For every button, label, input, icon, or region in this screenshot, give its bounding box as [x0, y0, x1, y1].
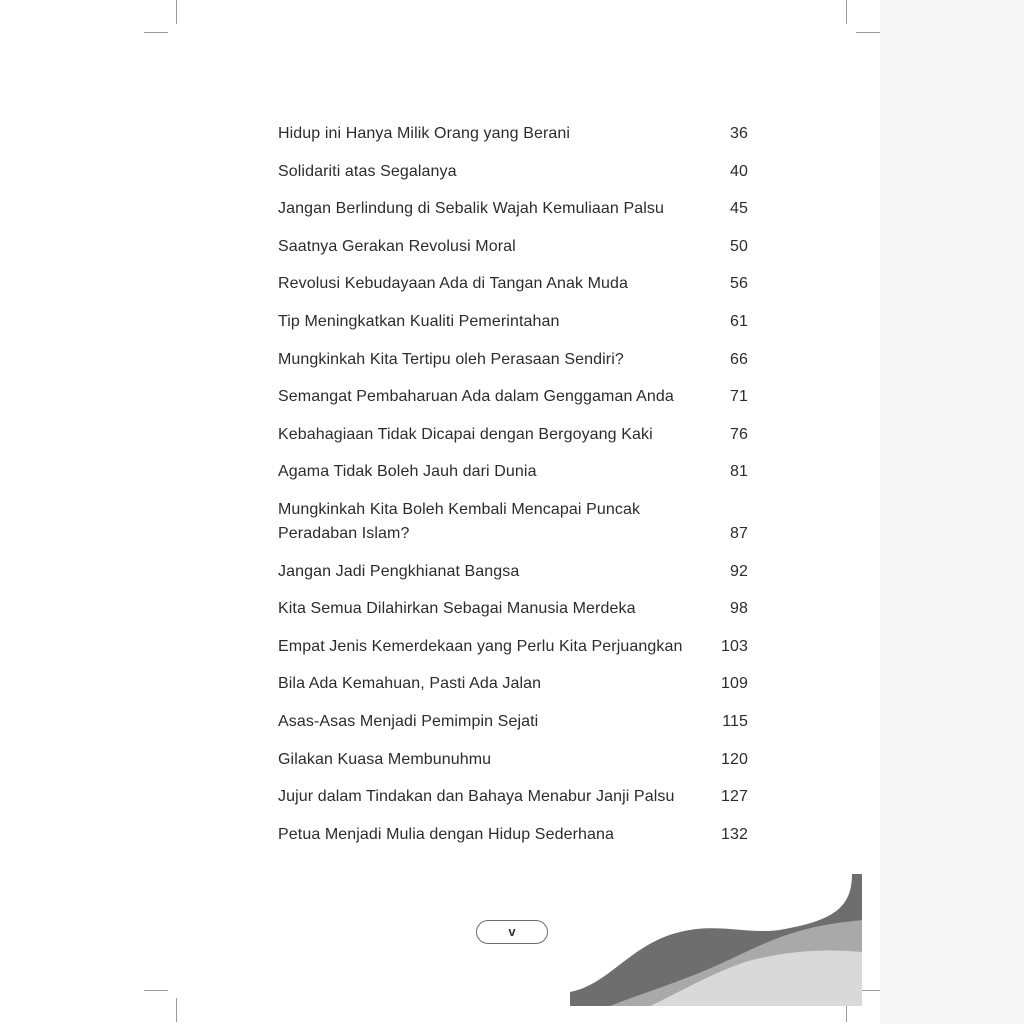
toc-entry-title: Saatnya Gerakan Revolusi Moral — [278, 237, 516, 255]
toc-entry-page: 120 — [721, 750, 748, 768]
toc-entry-title: Solidariti atas Segalanya — [278, 162, 457, 180]
toc-entry-title: Kebahagiaan Tidak Dicapai dengan Bergoyang Kaki — [278, 425, 653, 443]
toc-entry-title: Hidup ini Hanya Milik Orang yang Berani — [278, 125, 571, 142]
toc-entry[interactable] — [278, 385, 748, 409]
crop-mark-bottom-left-horizontal — [144, 990, 168, 991]
toc-entry-page: 81 — [730, 463, 748, 481]
toc-entry-title: Bila Ada Kemahuan, Pasti Ada Jalan — [278, 675, 542, 693]
toc-entry[interactable] — [278, 672, 748, 696]
page-number-badge: v — [476, 920, 548, 944]
toc-entry[interactable] — [278, 635, 748, 659]
page-margin-strip — [880, 0, 1024, 1024]
toc-entry-page: 103 — [721, 637, 748, 655]
toc-entry-title: Jangan Berlindung di Sebalik Wajah Kemuliaan Palsu — [278, 200, 664, 218]
crop-mark-top-left-vertical — [176, 0, 177, 24]
toc-entry[interactable] — [278, 710, 748, 734]
toc-entry-title: Empat Jenis Kemerdekaan yang Perlu Kita Perjuangkan — [278, 637, 683, 655]
toc-entry-title: Mungkinkah Kita Boleh Kembali Mencapai Puncak Peradaban Islam? — [278, 500, 641, 542]
crop-mark-bottom-left-vertical — [176, 998, 177, 1022]
toc-entry-page: 36 — [730, 125, 748, 142]
toc-entry[interactable] — [278, 235, 748, 259]
toc-entry-page: 92 — [730, 562, 748, 580]
toc-entry-page: 76 — [730, 425, 748, 443]
toc-entry-title: Jujur dalam Tindakan dan Bahaya Menabur Janji Palsu — [278, 788, 675, 806]
table-of-contents — [278, 122, 748, 860]
toc-entry[interactable] — [278, 272, 748, 296]
toc-entry-title: Semangat Pembaharuan Ada dalam Genggaman Anda — [278, 388, 674, 406]
toc-entry-title: Asas-Asas Menjadi Pemimpin Sejati — [278, 712, 539, 730]
crop-mark-top-right-horizontal — [856, 32, 880, 33]
toc-entry[interactable] — [278, 823, 748, 847]
toc-entry[interactable] — [278, 197, 748, 221]
toc-entry[interactable] — [278, 160, 748, 184]
toc-entry[interactable] — [278, 498, 748, 546]
toc-entry-title: Tip Meningkatkan Kualiti Pemerintahan — [278, 312, 560, 330]
toc-entry[interactable] — [278, 460, 748, 484]
toc-entry-page: 66 — [730, 350, 748, 368]
toc-entry-page: 132 — [721, 825, 748, 843]
toc-entry-page: 71 — [730, 388, 748, 406]
toc-entry-page: 45 — [730, 200, 748, 218]
toc-entry-page: 115 — [722, 712, 748, 730]
toc-entry-page: 98 — [730, 600, 748, 618]
crop-mark-top-right-vertical — [846, 0, 847, 24]
toc-entry[interactable] — [278, 348, 748, 372]
toc-entry-title: Mungkinkah Kita Tertipu oleh Perasaan Sendiri? — [278, 350, 624, 368]
toc-entry-title: Agama Tidak Boleh Jauh dari Dunia — [278, 463, 537, 481]
toc-entry-page: 87 — [730, 524, 748, 542]
toc-entry-title: Kita Semua Dilahirkan Sebagai Manusia Merdeka — [278, 600, 636, 618]
toc-entry[interactable] — [278, 785, 748, 809]
toc-entry-title: Petua Menjadi Mulia dengan Hidup Sederhana — [278, 825, 614, 843]
toc-entry-page: 40 — [730, 162, 748, 180]
toc-entry[interactable] — [278, 423, 748, 447]
crop-mark-top-left-horizontal — [144, 32, 168, 33]
toc-entry-page: 56 — [730, 275, 748, 293]
decorative-wave — [570, 874, 862, 1006]
toc-entry-title: Jangan Jadi Pengkhianat Bangsa — [278, 562, 520, 580]
toc-entry-page: 61 — [730, 312, 748, 330]
toc-entry[interactable] — [278, 310, 748, 334]
toc-entry-page: 109 — [721, 675, 748, 693]
toc-entry-title: Revolusi Kebudayaan Ada di Tangan Anak Muda — [278, 275, 629, 293]
toc-entry[interactable] — [278, 748, 748, 772]
toc-entry[interactable] — [278, 597, 748, 621]
toc-entry-page: 50 — [730, 237, 748, 255]
toc-entry[interactable] — [278, 560, 748, 584]
toc-entry-title: Gilakan Kuasa Membunuhmu — [278, 750, 492, 768]
toc-entry-page: 127 — [721, 788, 748, 806]
toc-entry[interactable] — [278, 122, 748, 146]
